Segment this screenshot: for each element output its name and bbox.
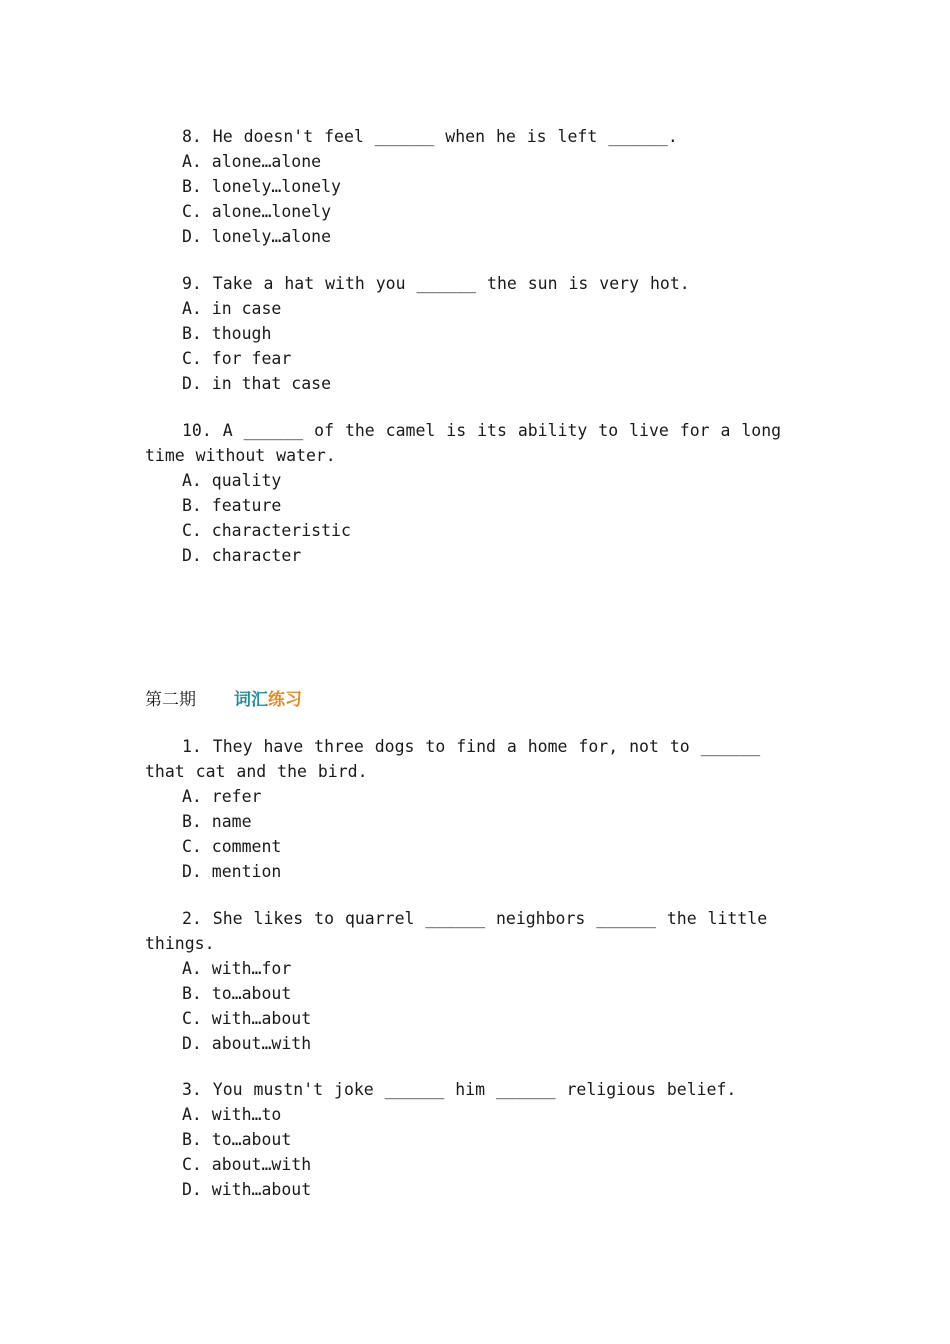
option-d: D. about…with xyxy=(182,1034,312,1053)
option-b: B. to…about xyxy=(182,1130,292,1149)
option-c: C. about…with xyxy=(182,1155,312,1174)
option-a: A. in case xyxy=(182,299,282,318)
option-b: B. feature xyxy=(182,496,282,515)
option-d: D. mention xyxy=(182,862,282,881)
question-stem: 3. You mustn't joke ______ him ______ religious belief. xyxy=(182,1080,737,1099)
question-stem: 10. A ______ of the camel is its ability to live for a long time without water. xyxy=(145,421,793,465)
section-heading xyxy=(145,686,302,714)
option-list xyxy=(145,956,805,1056)
section-title-vocab: 词汇 xyxy=(234,690,268,710)
option-list xyxy=(145,149,805,249)
option-a: A. with…for xyxy=(182,959,292,978)
option-b: B. name xyxy=(182,812,252,831)
option-a: A. quality xyxy=(182,471,282,490)
option-list xyxy=(145,784,805,884)
option-d: D. lonely…alone xyxy=(182,227,332,246)
question-9 xyxy=(145,271,805,396)
section-title-practice: 练习 xyxy=(268,690,302,710)
question-2 xyxy=(145,906,805,1056)
option-list xyxy=(145,296,805,396)
question-10 xyxy=(145,418,805,568)
question-stem: 8. He doesn't feel ______ when he is left ______. xyxy=(182,127,678,146)
option-c: C. alone…lonely xyxy=(182,202,332,221)
question-1 xyxy=(145,734,805,884)
question-stem: 9. Take a hat with you ______ the sun is very hot. xyxy=(182,274,690,293)
section-period-label: 第二期 xyxy=(145,690,196,710)
option-d: D. character xyxy=(182,546,302,565)
option-b: B. to…about xyxy=(182,984,292,1003)
option-b: B. though xyxy=(182,324,272,343)
option-list xyxy=(145,1102,805,1202)
option-c: C. comment xyxy=(182,837,282,856)
option-a: A. refer xyxy=(182,787,262,806)
option-b: B. lonely…lonely xyxy=(182,177,341,196)
question-3 xyxy=(145,1077,805,1202)
option-c: C. for fear xyxy=(182,349,292,368)
option-c: C. with…about xyxy=(182,1009,312,1028)
option-c: C. characteristic xyxy=(182,521,351,540)
question-stem: 2. She likes to quarrel ______ neighbors ______ the little things. xyxy=(145,909,779,953)
option-d: D. with…about xyxy=(182,1180,312,1199)
option-a: A. with…to xyxy=(182,1105,282,1124)
question-8 xyxy=(145,124,805,249)
option-list xyxy=(145,468,805,568)
question-stem: 1. They have three dogs to find a home for, not to ______ that cat and the bird. xyxy=(145,737,772,781)
option-d: D. in that case xyxy=(182,374,332,393)
option-a: A. alone…alone xyxy=(182,152,322,171)
